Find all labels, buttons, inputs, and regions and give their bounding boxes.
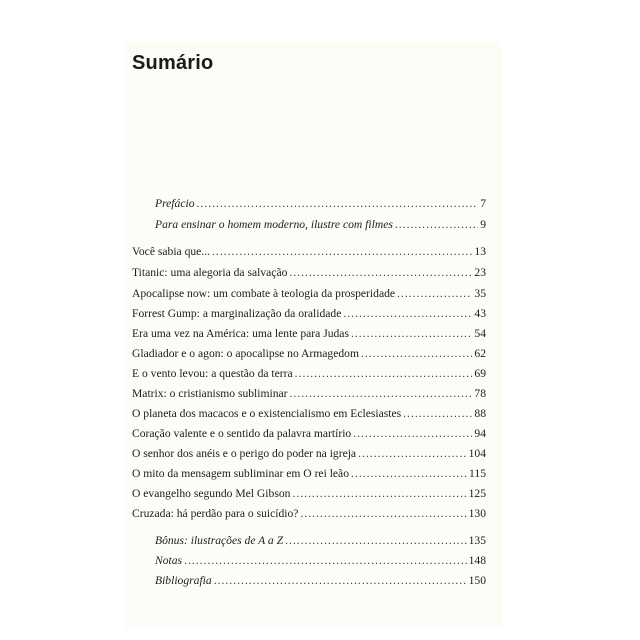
toc-entry-bibliografia [155,574,486,588]
toc-entry-page: 7 [480,197,486,210]
toc-entry-page: 148 [468,554,486,567]
toc-leader-dots [397,287,472,301]
page-title: Sumário [132,52,214,74]
toc-entry-prefacio [155,197,486,211]
toc-entry-chapter [132,266,486,280]
toc-leader-dots [300,507,466,521]
toc-entry-label: Matrix: o cristianismo subliminar [132,387,288,400]
toc-entry-label: O mito da mensagem subliminar em O rei leão [132,467,350,480]
toc-leader-dots [212,245,472,259]
toc-leader-dots [351,327,472,341]
toc-entry-chapter [132,427,486,441]
toc-entry-page: 130 [468,507,486,520]
toc-leader-dots [361,347,472,361]
toc-leader-dots [395,218,478,232]
toc-entry-page: 62 [474,347,486,360]
toc-entry-para-ensinar [155,218,486,232]
toc-entry-label: Coração valente e o sentido da palavra martírio [132,427,352,440]
toc-entry-page: 43 [474,307,486,320]
toc-entry-label: Apocalipse now: um combate à teologia da prosperidade [132,287,396,300]
toc-entry-chapter [132,347,486,361]
toc-entry-page: 78 [474,387,486,400]
toc-entry-chapter [132,307,486,321]
toc-entry-label: Cruzada: há perdão para o suicídio? [132,507,299,520]
toc-leader-dots [343,307,472,321]
toc-entry-page: 35 [474,287,486,300]
toc-leader-dots [403,407,472,421]
toc-entry-page: 23 [474,266,486,279]
toc-leader-dots [285,534,467,548]
toc-entry-bonus [155,534,486,548]
toc-entry-chapter [132,507,486,521]
toc-leader-dots [351,467,467,481]
toc-leader-dots [197,197,479,211]
toc-entry-page: 150 [468,574,486,587]
toc-leader-dots [184,554,467,568]
toc-entry-label: Titanic: uma alegoria da salvação [132,266,288,279]
toc-entry-chapter [132,447,486,461]
toc-entry-page: 135 [468,534,486,547]
toc-entry-chapter [132,287,486,301]
toc-entry-page: 125 [468,487,486,500]
toc-leader-dots [292,487,466,501]
toc-entry-page: 9 [480,218,486,231]
toc-entry-label: E o vento levou: a questão da terra [132,367,293,380]
toc-entry-page: 54 [474,327,486,340]
toc-entry-notas [155,554,486,568]
toc-entry-label: Você sabia que... [132,245,211,258]
toc-entry-chapter [132,367,486,381]
toc-entry-chapter [132,245,486,259]
toc-leader-dots [290,387,473,401]
toc-leader-dots [353,427,472,441]
toc-entry-label: Era uma vez na América: uma lente para Judas [132,327,349,340]
toc-entry-page: 104 [468,447,486,460]
toc-entry-label: Bônus: ilustrações de A a Z [155,534,284,547]
toc-entry-chapter [132,387,486,401]
toc-entry-page: 13 [474,245,486,258]
toc-entry-label: O planeta dos macacos e o existencialismo em Eclesiastes [132,407,402,420]
toc-entry-page: 115 [469,467,486,480]
toc-entry-chapter [132,467,486,481]
toc-entry-label: Bibliografia [155,574,212,587]
toc-entry-chapter [132,487,486,501]
toc-leader-dots [289,266,472,280]
toc-leader-dots [295,367,473,381]
toc-entry-chapter [132,327,486,341]
toc-entry-label: Para ensinar o homem moderno, ilustre com filmes [155,218,393,231]
toc-entry-label: Prefácio [155,197,195,210]
toc-entry-chapter [132,407,486,421]
toc-entry-label: O evangelho segundo Mel Gibson [132,487,291,500]
toc-entry-label: O senhor dos anéis e o perigo do poder na igreja [132,447,357,460]
toc-entry-page: 69 [474,367,486,380]
toc-leader-dots [214,574,467,588]
toc-entry-label: Forrest Gump: a marginalização da oralidade [132,307,342,320]
toc-entry-page: 94 [474,427,486,440]
toc-entry-label: Notas [155,554,183,567]
toc-entry-page: 88 [474,407,486,420]
toc-entry-label: Gladiador e o agon: o apocalipse no Armagedom [132,347,359,360]
toc-leader-dots [358,447,467,461]
